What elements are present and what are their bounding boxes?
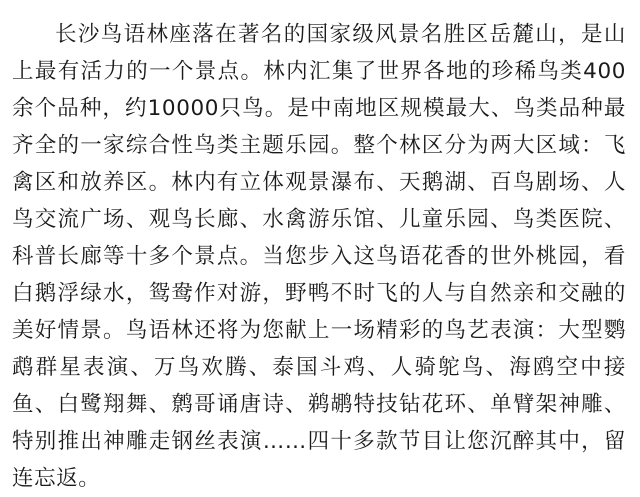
paragraph-text: 长沙鸟语林座落在著名的国家级风景名胜区岳麓山，是山上最有活力的一个景点。林内汇集了世界各地的珍稀鸟类400余个品种，约10000只鸟。是中南地区规模最大、鸟类品种最齐全的一家综合性鸟类主题乐园。整个林区分为两大区域：飞禽区和放养区。林内有立体观景瀑布、天鹅湖、百鸟剧场、人鸟交流广场、观鸟长廊、水禽游乐馆、儿童乐园、鸟类医院、科普长廊等十多个景点。当您步入这鸟语花香的世外桃园，看白鹅浮绿水，鸳鸯作对游，野鸭不时飞的人与自然亲和交融的美好情景。鸟语林还将为您献上一场精彩的鸟艺表演：大型鹦鹉群星表演、万鸟欢腾、泰国斗鸡、人骑鸵鸟、海鸥空中接鱼、白鹭翔舞、鹩哥诵唐诗、鹈鹕特技钻花环、单臂架神雕、特别推出神雕走钢丝表演……四十多款节目让您沉醉其中，留连忘返。 [12, 22, 626, 491]
